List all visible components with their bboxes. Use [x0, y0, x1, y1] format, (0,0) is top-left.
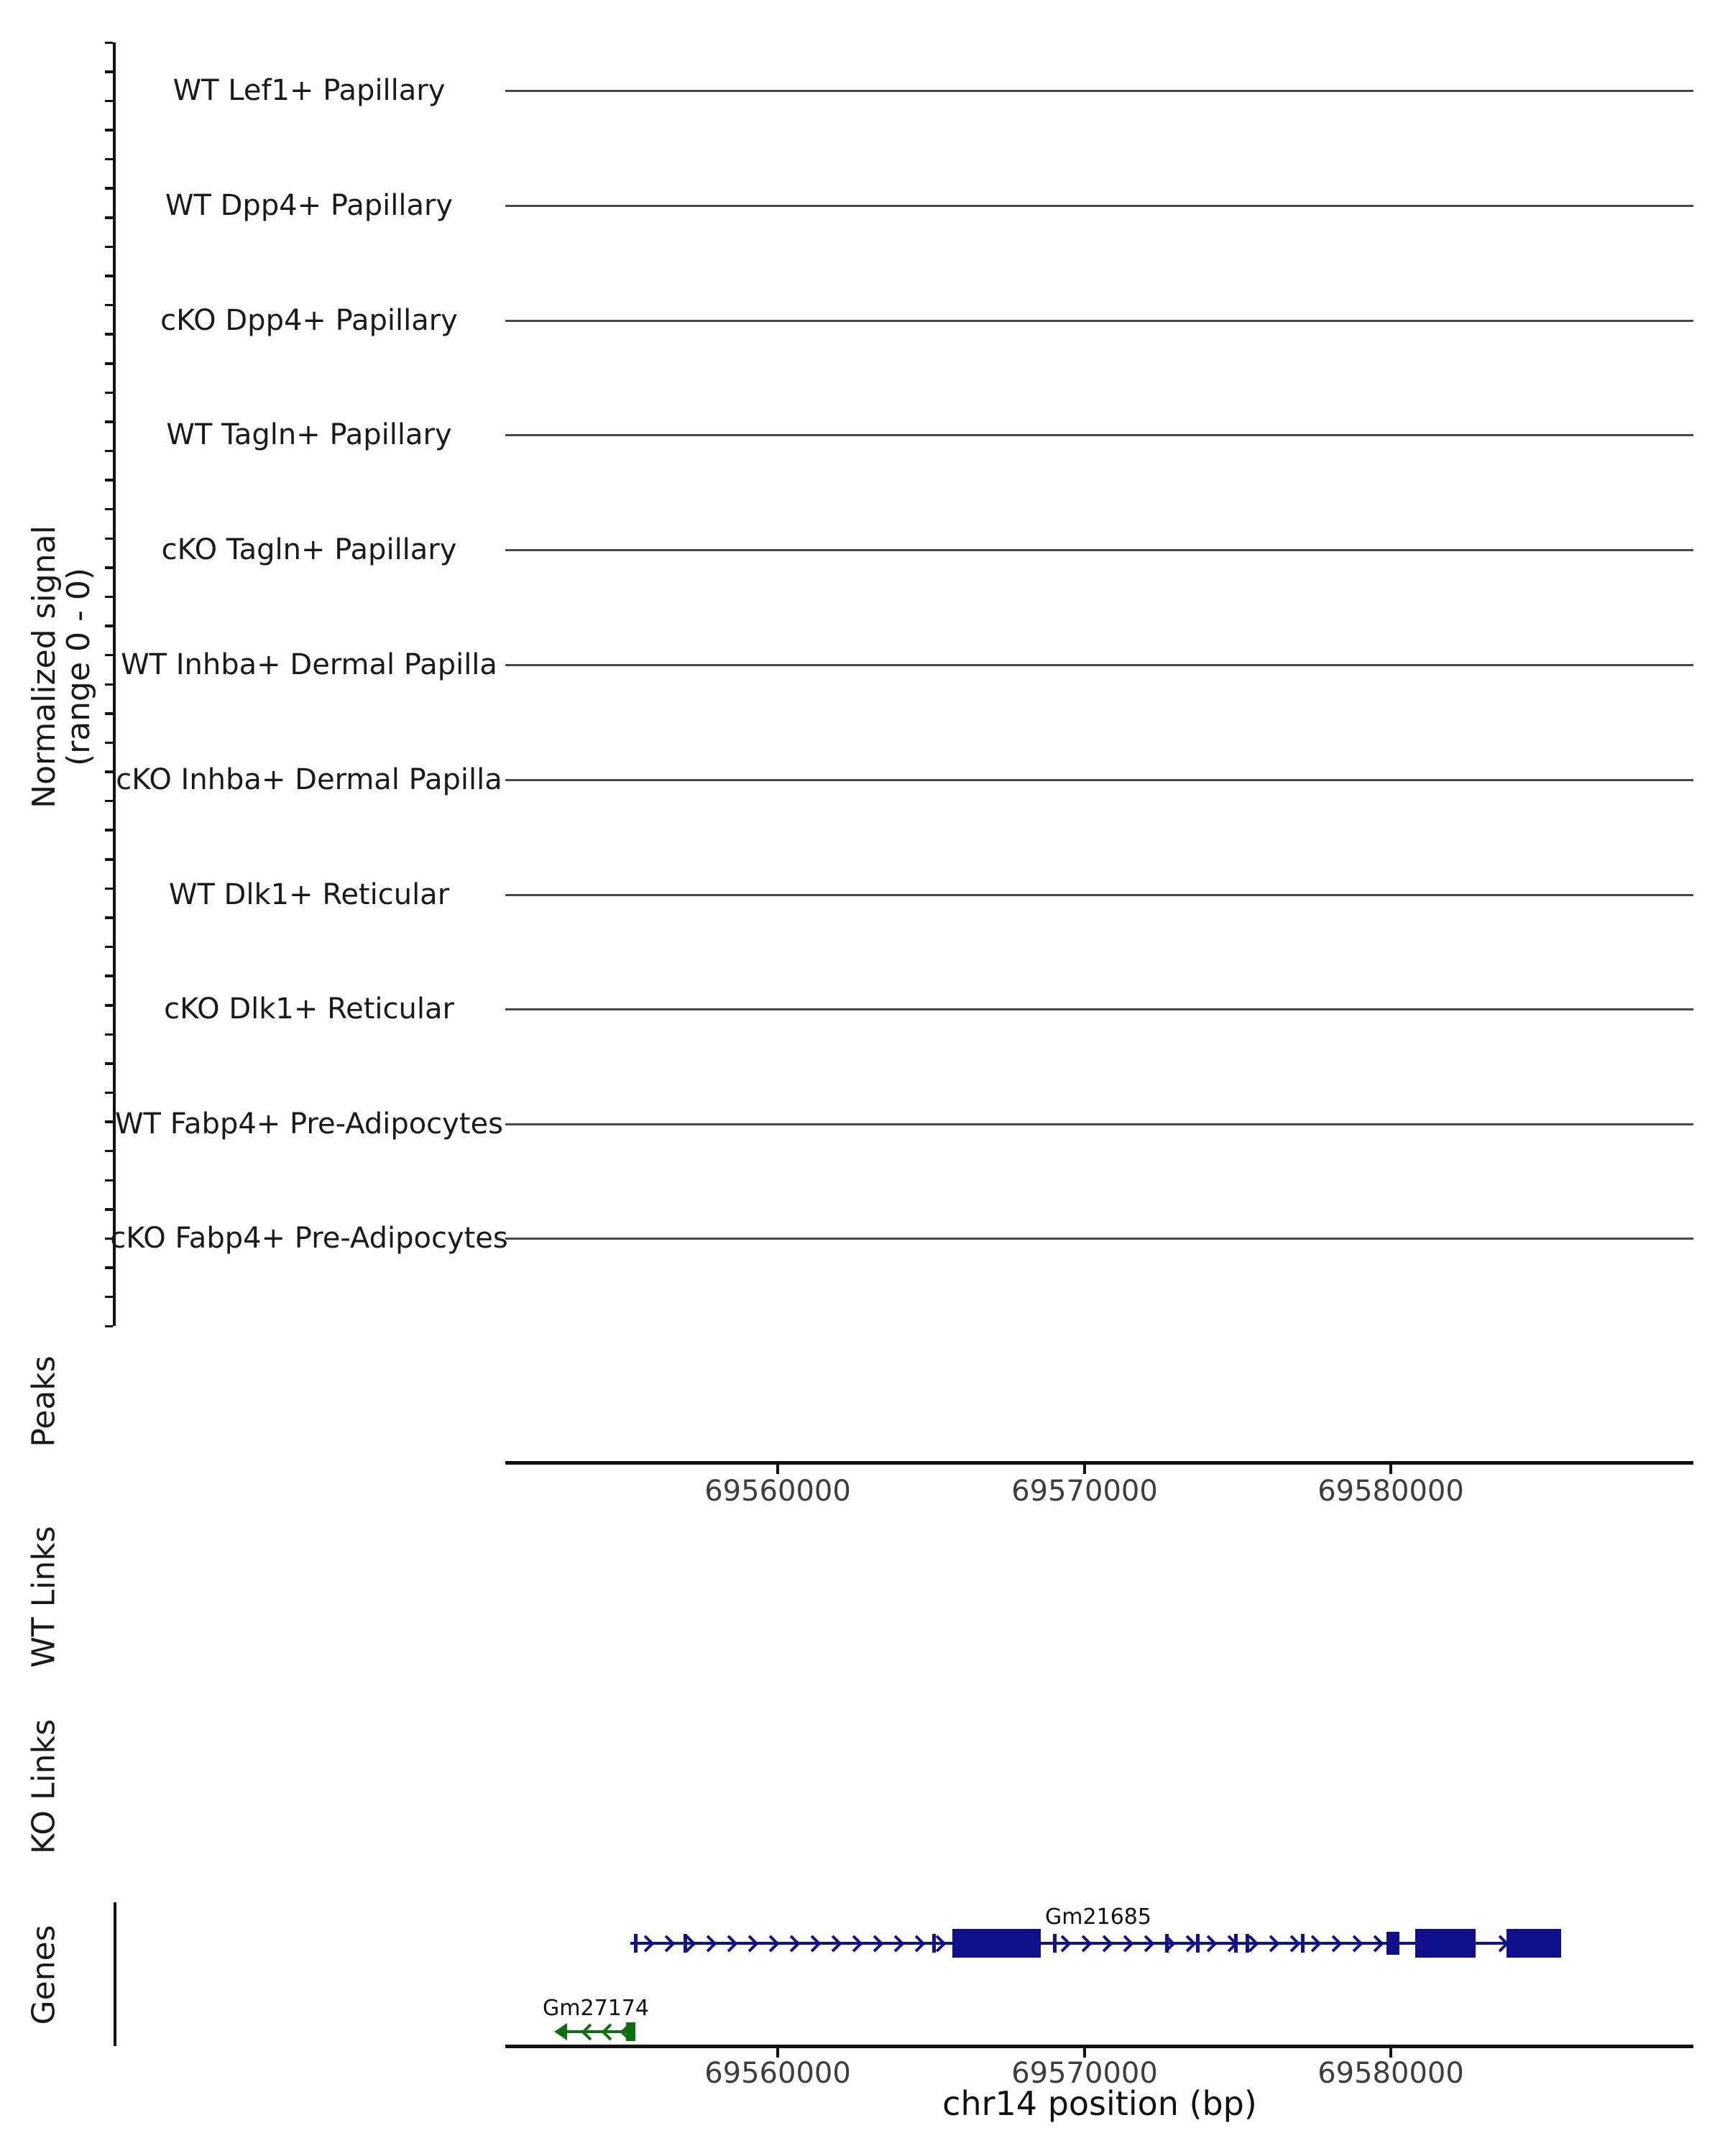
- y-axis-tick: [105, 742, 113, 745]
- bottom-axis-tick-label: 69580000: [1317, 2057, 1464, 2090]
- bottom-axis-tick-label: 69570000: [1011, 2057, 1158, 2090]
- signal-track-line: [505, 549, 1693, 551]
- gene-gm27174-terminal-arrow-icon: [554, 2023, 567, 2040]
- signal-track-label: cKO Fabp4+ Pre-Adipocytes: [110, 1222, 508, 1255]
- y-axis-tick: [105, 916, 113, 919]
- peaks-axis-tick-label: 69560000: [704, 1475, 851, 1508]
- gene-gm21685-exon-block: [952, 1929, 1041, 1958]
- gene-strand-arrow-icon: [1116, 1935, 1133, 1952]
- peaks-axis-tick: [1083, 1465, 1086, 1474]
- signal-track-label: cKO Dlk1+ Reticular: [164, 992, 454, 1026]
- gene-gm27174-exon-block: [626, 2022, 635, 2041]
- y-axis-tick: [105, 129, 113, 132]
- signal-track-line: [505, 664, 1693, 666]
- peaks-x-axis-line: [505, 1461, 1693, 1465]
- y-axis-label-line1: Normalized signal: [26, 525, 63, 808]
- y-axis-tick: [105, 362, 113, 365]
- y-axis-tick: [105, 946, 113, 949]
- genes-y-axis-spine: [114, 1902, 116, 2046]
- peaks-axis-tick: [776, 1465, 779, 1474]
- gene-strand-arrow-icon: [783, 1935, 800, 1952]
- genes-panel-label: Genes: [25, 1925, 63, 2025]
- gene-strand-arrow-icon: [1304, 1935, 1321, 1952]
- y-axis-tick: [105, 858, 113, 861]
- signal-track-label: WT Lef1+ Papillary: [172, 74, 446, 107]
- gene-strand-arrow-icon: [866, 1935, 883, 1952]
- y-axis-tick: [105, 42, 113, 45]
- gene-gm21685-exon-block: [1386, 1932, 1399, 1955]
- signal-track-label: cKO Tagln+ Papillary: [161, 533, 457, 566]
- signal-track-line: [505, 320, 1693, 322]
- y-axis-tick: [105, 508, 113, 511]
- gene-strand-arrow-icon: [887, 1935, 904, 1952]
- bottom-axis-tick-label: 69560000: [704, 2057, 851, 2090]
- gene-strand-arrow-icon: [678, 1935, 696, 1952]
- y-axis-label-line2: (range 0 - 0): [60, 567, 97, 767]
- signal-track-label: WT Tagln+ Papillary: [166, 418, 452, 451]
- y-axis-tick: [105, 596, 113, 599]
- gene-strand-arrow-icon: [720, 1935, 737, 1952]
- gene-strand-arrow-icon: [1179, 1935, 1196, 1952]
- signal-track-line: [505, 1123, 1693, 1125]
- y-axis-tick: [105, 712, 113, 715]
- gene-strand-arrow-icon: [1200, 1935, 1217, 1952]
- gene-strand-arrow-icon: [1075, 1935, 1092, 1952]
- y-axis-tick: [105, 1266, 113, 1269]
- signal-track-line: [505, 205, 1693, 207]
- y-axis-tick: [105, 800, 113, 803]
- signal-track-label: WT Dpp4+ Papillary: [165, 189, 454, 222]
- gene-strand-arrow-icon: [581, 2023, 598, 2040]
- gene-strand-arrow-icon: [1346, 1935, 1363, 1952]
- y-axis-tick: [105, 1179, 113, 1182]
- y-axis-tick: [105, 683, 113, 686]
- gene-gm21685-exon-block: [1506, 1929, 1561, 1958]
- gene-gm21685-label: Gm21685: [1045, 1904, 1151, 1930]
- y-axis-tick: [105, 392, 113, 395]
- gene-strand-arrow-icon: [824, 1935, 842, 1952]
- y-axis-tick: [105, 1033, 113, 1036]
- signal-track-label: cKO Inhba+ Dermal Papilla: [116, 763, 502, 796]
- y-axis-tick: [105, 1092, 113, 1095]
- gene-strand-arrow-icon: [1241, 1935, 1259, 1952]
- gene-strand-arrow-icon: [1366, 1935, 1384, 1952]
- gene-strand-arrow-icon: [804, 1935, 821, 1952]
- y-axis-tick: [105, 246, 113, 249]
- gene-strand-arrow-icon: [637, 1935, 654, 1952]
- wt-links-panel-label: WT Links: [25, 1526, 63, 1668]
- gene-strand-arrow-icon: [1325, 1935, 1342, 1952]
- gene-strand-arrow-icon: [1137, 1935, 1154, 1952]
- ko-links-panel-label: KO Links: [25, 1718, 63, 1855]
- signal-track-line: [505, 779, 1693, 781]
- y-axis-tick: [105, 158, 113, 161]
- y-axis-tick: [105, 70, 113, 73]
- y-axis-tick: [105, 1208, 113, 1211]
- y-axis-tick: [105, 1150, 113, 1153]
- y-axis-tick: [105, 275, 113, 277]
- signal-track-line: [505, 434, 1693, 436]
- y-axis-tick: [105, 1062, 113, 1065]
- gene-strand-arrow-icon: [762, 1935, 779, 1952]
- y-axis-tick: [105, 625, 113, 627]
- x-axis-title: chr14 position (bp): [942, 2084, 1257, 2123]
- peaks-axis-tick-label: 69570000: [1011, 1475, 1158, 1508]
- gene-strand-arrow-icon: [1158, 1935, 1175, 1952]
- gene-strand-arrow-icon: [601, 2023, 618, 2040]
- gene-strand-arrow-icon: [699, 1935, 717, 1952]
- y-axis-tick: [105, 566, 113, 569]
- signal-track-line: [505, 1238, 1693, 1240]
- signal-track-line: [505, 1008, 1693, 1010]
- gene-strand-arrow-icon: [1054, 1935, 1071, 1952]
- signal-track-line: [505, 894, 1693, 896]
- gene-strand-arrow-icon: [1262, 1935, 1279, 1952]
- peaks-axis-tick: [1389, 1465, 1392, 1474]
- y-axis-tick: [105, 1325, 113, 1328]
- y-axis-tick: [105, 1296, 113, 1299]
- gene-strand-arrow-icon: [1095, 1935, 1113, 1952]
- peaks-panel-label: Peaks: [25, 1355, 63, 1447]
- gene-strand-arrow-icon: [845, 1935, 862, 1952]
- gene-gm27174-label: Gm27174: [543, 1996, 649, 2021]
- gene-strand-arrow-icon: [908, 1935, 925, 1952]
- gene-strand-arrow-icon: [1283, 1935, 1300, 1952]
- peaks-axis-tick-label: 69580000: [1317, 1475, 1464, 1508]
- y-axis-tick: [105, 829, 113, 831]
- signal-track-line: [505, 90, 1693, 92]
- gene-strand-arrow-icon: [741, 1935, 758, 1952]
- y-axis-tick: [105, 975, 113, 977]
- gene-gm21685-exon-block: [1415, 1929, 1476, 1958]
- gene-strand-arrow-icon: [658, 1935, 675, 1952]
- signal-track-label: WT Dlk1+ Reticular: [168, 878, 450, 911]
- signal-track-label: WT Inhba+ Dermal Papilla: [121, 648, 497, 681]
- signal-track-label: cKO Dpp4+ Papillary: [160, 304, 458, 337]
- y-axis-tick: [105, 479, 113, 482]
- signal-track-label: WT Fabp4+ Pre-Adipocytes: [115, 1107, 503, 1141]
- bottom-x-axis-line: [505, 2045, 1693, 2048]
